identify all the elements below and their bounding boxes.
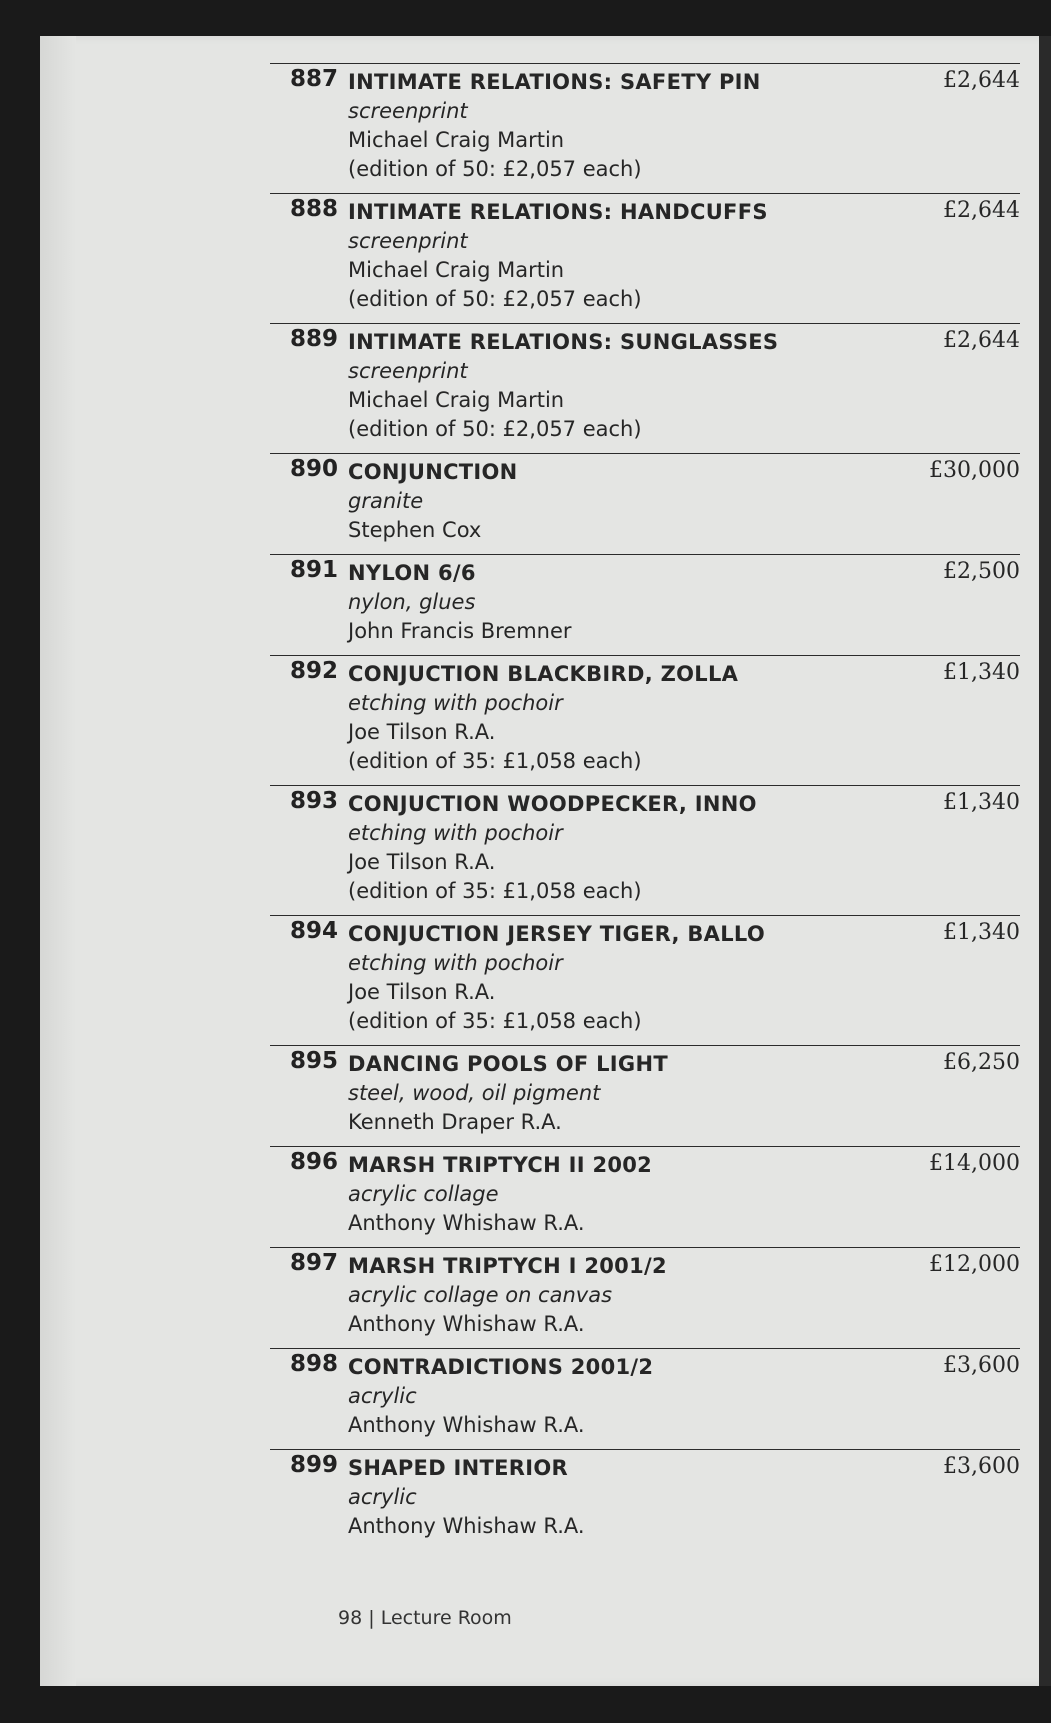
- entry-edition: (edition of 50: £2,057 each): [348, 287, 642, 311]
- entry-title: MARSH TRIPTYCH II 2002: [348, 1153, 653, 1177]
- catalogue-entry: [270, 1449, 1020, 1550]
- entry-title: MARSH TRIPTYCH I 2001/2: [348, 1254, 667, 1278]
- entry-price: £1,340: [943, 660, 1020, 685]
- entry-artist: Michael Craig Martin: [348, 388, 565, 412]
- entry-edition: (edition of 50: £2,057 each): [348, 157, 642, 181]
- entry-title: CONTRADICTIONS 2001/2: [348, 1355, 654, 1379]
- entry-price: £3,600: [943, 1353, 1020, 1378]
- entry-artist: Joe Tilson R.A.: [348, 720, 496, 744]
- entry-price: £1,340: [943, 790, 1020, 815]
- entry-artist: Joe Tilson R.A.: [348, 980, 496, 1004]
- entry-number: 897: [289, 1250, 338, 1276]
- entry-price: £30,000: [929, 458, 1020, 483]
- entry-title: INTIMATE RELATIONS: HANDCUFFS: [348, 200, 768, 224]
- entry-medium: granite: [348, 489, 424, 513]
- entry-artist: John Francis Bremner: [348, 619, 572, 643]
- entry-title: CONJUCTION JERSEY TIGER, BALLO: [348, 922, 766, 946]
- entry-artist: Michael Craig Martin: [348, 258, 565, 282]
- entry-number: 888: [289, 196, 338, 222]
- entry-medium: screenprint: [348, 229, 468, 253]
- entry-title: INTIMATE RELATIONS: SUNGLASSES: [348, 330, 779, 354]
- entry-title: CONJUCTION WOODPECKER, INNO: [348, 792, 757, 816]
- entry-price: £6,250: [943, 1050, 1020, 1075]
- entry-title: DANCING POOLS OF LIGHT: [348, 1052, 668, 1076]
- entry-number: 889: [289, 326, 338, 352]
- entry-edition: (edition of 35: £1,058 each): [348, 879, 642, 903]
- entry-artist: Anthony Whishaw R.A.: [348, 1413, 585, 1437]
- entry-edition: (edition of 35: £1,058 each): [348, 749, 642, 773]
- entry-number: 892: [289, 658, 338, 684]
- entry-medium: nylon, glues: [348, 590, 476, 614]
- page-edge: [40, 36, 76, 1686]
- entry-medium: etching with pochoir: [348, 691, 563, 715]
- entry-number: 894: [289, 918, 338, 944]
- catalogue-entry: [270, 453, 1020, 554]
- catalogue-entry: [270, 193, 1020, 323]
- entry-title: CONJUCTION BLACKBIRD, ZOLLA: [348, 662, 739, 686]
- entry-price: £2,644: [943, 68, 1020, 93]
- entry-number: 899: [289, 1452, 338, 1478]
- catalogue-entry: [270, 1348, 1020, 1449]
- entry-artist: Anthony Whishaw R.A.: [348, 1514, 585, 1538]
- catalogue-entries: [270, 63, 1020, 1550]
- entry-price: £3,600: [943, 1454, 1020, 1479]
- entry-edition: (edition of 50: £2,057 each): [348, 417, 642, 441]
- entry-price: £1,340: [943, 920, 1020, 945]
- entry-number: 893: [289, 788, 338, 814]
- section-name: Lecture Room: [380, 1607, 512, 1629]
- entry-artist: Anthony Whishaw R.A.: [348, 1211, 585, 1235]
- entry-price: £14,000: [929, 1151, 1020, 1176]
- entry-price: £2,644: [943, 328, 1020, 353]
- entry-medium: etching with pochoir: [348, 821, 563, 845]
- entry-title: INTIMATE RELATIONS: SAFETY PIN: [348, 70, 761, 94]
- entry-medium: steel, wood, oil pigment: [348, 1081, 601, 1105]
- entry-artist: Kenneth Draper R.A.: [348, 1110, 562, 1134]
- page-footer: [338, 1607, 512, 1629]
- catalogue-entry: [270, 323, 1020, 453]
- entry-number: 891: [289, 557, 338, 583]
- entry-artist: Michael Craig Martin: [348, 128, 565, 152]
- entry-medium: acrylic: [348, 1485, 417, 1509]
- catalogue-entry: [270, 915, 1020, 1045]
- entry-title: NYLON 6/6: [348, 561, 476, 585]
- catalogue-entry: [270, 63, 1020, 193]
- entry-medium: screenprint: [348, 359, 468, 383]
- footer-separator: |: [368, 1607, 375, 1629]
- entry-number: 896: [289, 1149, 338, 1175]
- entry-title: SHAPED INTERIOR: [348, 1456, 568, 1480]
- entry-medium: acrylic: [348, 1384, 417, 1408]
- catalogue-entry: [270, 1146, 1020, 1247]
- catalogue-entry: [270, 1247, 1020, 1348]
- entry-number: 887: [289, 66, 338, 92]
- entry-artist: Joe Tilson R.A.: [348, 850, 496, 874]
- page-number: 98: [338, 1607, 363, 1629]
- entry-edition: (edition of 35: £1,058 each): [348, 1009, 642, 1033]
- entry-price: £12,000: [929, 1252, 1020, 1277]
- entry-medium: screenprint: [348, 99, 468, 123]
- binding-edge: [1039, 36, 1051, 1686]
- entry-title: CONJUNCTION: [348, 460, 518, 484]
- catalogue-entry: [270, 554, 1020, 655]
- entry-medium: acrylic collage: [348, 1182, 499, 1206]
- entry-artist: Stephen Cox: [348, 518, 482, 542]
- entry-medium: etching with pochoir: [348, 951, 563, 975]
- entry-number: 898: [289, 1351, 338, 1377]
- entry-artist: Anthony Whishaw R.A.: [348, 1312, 585, 1336]
- catalogue-entry: [270, 655, 1020, 785]
- entry-price: £2,500: [943, 559, 1020, 584]
- entry-price: £2,644: [943, 198, 1020, 223]
- catalogue-entry: [270, 785, 1020, 915]
- entry-medium: acrylic collage on canvas: [348, 1283, 613, 1307]
- entry-number: 890: [289, 456, 338, 482]
- catalogue-entry: [270, 1045, 1020, 1146]
- entry-number: 895: [289, 1048, 338, 1074]
